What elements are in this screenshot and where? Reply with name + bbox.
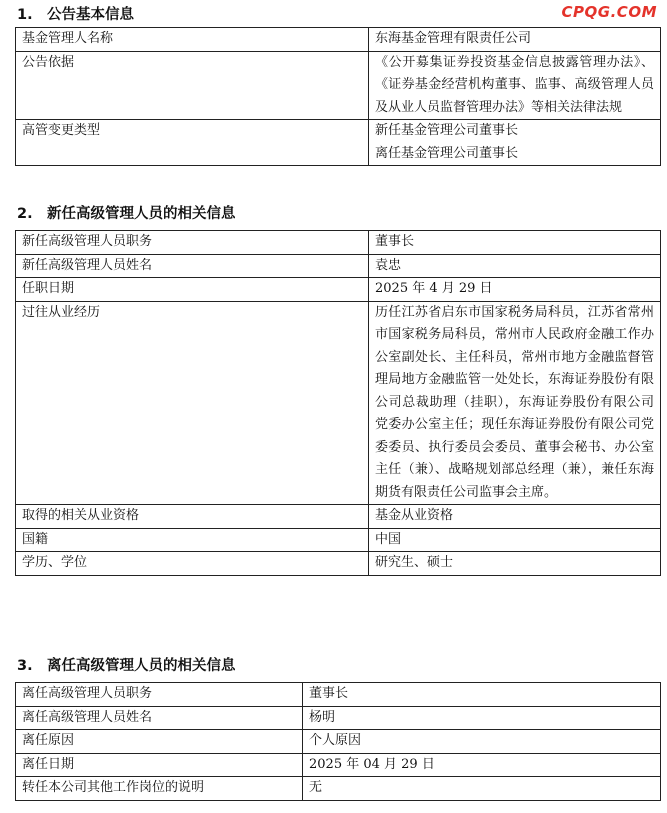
appointment-date-label: 任职日期: [16, 278, 369, 302]
table-row: [16, 552, 661, 576]
departing-position-value: 董事长: [303, 683, 661, 707]
transfer-note-value: 无: [303, 777, 661, 801]
watermark-logo: CPQG.COM: [561, 3, 657, 21]
basis-label: 公告依据: [16, 51, 369, 120]
table-row: [16, 777, 661, 801]
manager-name-label: 基金管理人名称: [16, 28, 369, 52]
departing-name-value: 杨明: [303, 706, 661, 730]
table-row: [16, 706, 661, 730]
departing-executive-table: [15, 682, 661, 801]
nationality-value: 中国: [369, 528, 661, 552]
experience-label: 过往从业经历: [16, 301, 369, 505]
section-1-number: 1.: [17, 7, 33, 23]
experience-value: 历任江苏省启东市国家税务局科员，江苏省常州市国家税务局科员，常州市人民政府金融工作办公室副处长、主任科员，常州市地方金融监督管理局地方金融监管一处处长，东海证券股份有限公司总裁助理（挂职），东海证券股份有限公司党委办公室主任；现任东海证券股份有限公司党委委员、执行委员会委员、董事会秘书、办公室主任（兼）、战略规划部总经理（兼），兼任东海期货有限责任公司监事会主席。: [369, 301, 661, 505]
basis-value: 《公开募集证券投资基金信息披露管理办法》、《证券基金经营机构董事、监事、高级管理人员及从业人员监督管理办法》等相关法律法规: [369, 51, 661, 120]
departing-name-label: 离任高级管理人员姓名: [16, 706, 303, 730]
new-name-value: 袁忠: [369, 254, 661, 278]
departure-date-value: 2025 年 04 月 29 日: [303, 753, 661, 777]
table-row: [16, 28, 661, 52]
new-name-label: 新任高级管理人员姓名: [16, 254, 369, 278]
change-type-value-1: 新任基金管理公司董事长: [375, 123, 519, 138]
qualification-label: 取得的相关从业资格: [16, 505, 369, 529]
nationality-label: 国籍: [16, 528, 369, 552]
transfer-note-label: 转任本公司其他工作岗位的说明: [16, 777, 303, 801]
section-1-heading: 公告基本信息: [47, 7, 134, 23]
change-type-value-2: 离任基金管理公司董事长: [375, 145, 519, 161]
section-3-title: [17, 656, 236, 676]
table-row: [16, 231, 661, 255]
education-label: 学历、学位: [16, 552, 369, 576]
section-1-title: [17, 5, 134, 25]
education-value: 研究生、硕士: [369, 552, 661, 576]
table-row: [16, 528, 661, 552]
new-position-value: 董事长: [369, 231, 661, 255]
new-position-label: 新任高级管理人员职务: [16, 231, 369, 255]
table-row: [16, 301, 661, 505]
table-row: [16, 505, 661, 529]
qualification-value: 基金从业资格: [369, 505, 661, 529]
change-type-label: 高管变更类型: [16, 120, 369, 166]
manager-name-value: 东海基金管理有限责任公司: [369, 28, 661, 52]
section-3-heading: 离任高级管理人员的相关信息: [47, 658, 236, 674]
departing-position-label: 离任高级管理人员职务: [16, 683, 303, 707]
section-2-heading: 新任高级管理人员的相关信息: [47, 206, 236, 222]
basic-info-table: [15, 27, 661, 166]
departure-reason-value: 个人原因: [303, 730, 661, 754]
table-row: [16, 254, 661, 278]
section-2-title: [17, 204, 236, 224]
change-type-value: [369, 120, 661, 166]
section-3-number: 3.: [17, 658, 33, 674]
table-row: [16, 730, 661, 754]
departure-date-label: 离任日期: [16, 753, 303, 777]
table-row: [16, 120, 661, 166]
table-row: [16, 753, 661, 777]
departure-reason-label: 离任原因: [16, 730, 303, 754]
appointment-date-value: 2025 年 4 月 29 日: [369, 278, 661, 302]
table-row: [16, 683, 661, 707]
table-row: [16, 278, 661, 302]
table-row: [16, 51, 661, 120]
new-executive-table: [15, 230, 661, 576]
section-2-number: 2.: [17, 206, 33, 222]
